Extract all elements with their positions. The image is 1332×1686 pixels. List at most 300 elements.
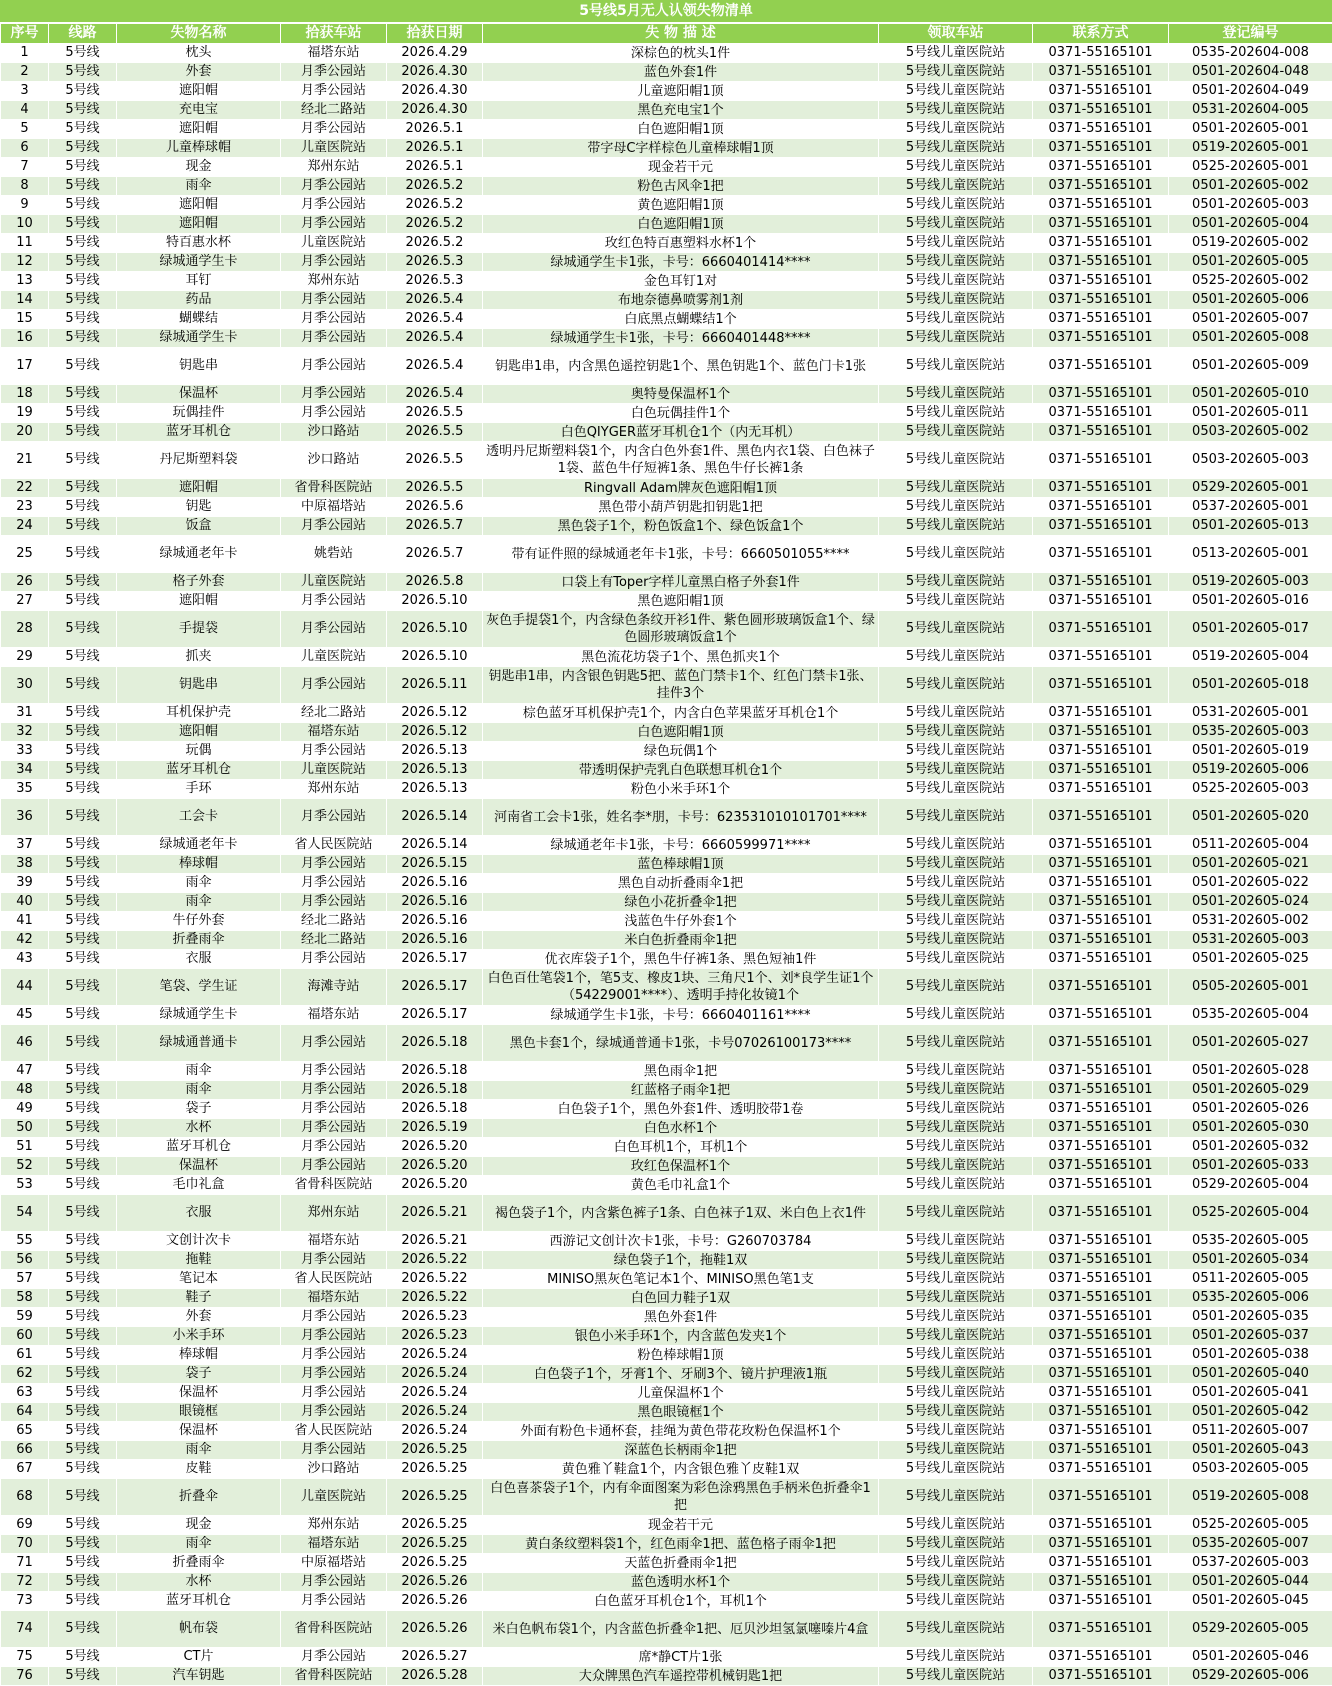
cell-found-date: 2026.5.26 (387, 1592, 483, 1611)
cell-found-station: 省人民医院站 (281, 1270, 387, 1289)
table-row (1, 1006, 1332, 1025)
cell-item-name: 充电宝 (117, 101, 281, 120)
cell-contact: 0371-55165101 (1033, 177, 1169, 196)
cell-found-date: 2026.5.5 (387, 423, 483, 442)
cell-reg-no: 0519-202605-006 (1169, 761, 1332, 780)
cell-claim-station: 5号线儿童医院站 (879, 1100, 1033, 1119)
cell-reg-no: 0529-202605-005 (1169, 1611, 1332, 1648)
cell-description: 黄色雅丫鞋盒1个，内含银色雅丫皮鞋1双 (483, 1460, 879, 1479)
cell-found-date: 2026.5.15 (387, 855, 483, 874)
cell-line: 5号线 (49, 874, 117, 893)
cell-claim-station: 5号线儿童医院站 (879, 855, 1033, 874)
cell-reg-no: 0519-202605-003 (1169, 573, 1332, 592)
cell-claim-station: 5号线儿童医院站 (879, 1554, 1033, 1573)
cell-contact: 0371-55165101 (1033, 63, 1169, 82)
cell-reg-no: 0501-202605-006 (1169, 291, 1332, 310)
cell-item-name: 绿城通学生卡 (117, 329, 281, 348)
cell-reg-no: 0529-202605-006 (1169, 1667, 1332, 1686)
cell-line: 5号线 (49, 836, 117, 855)
cell-reg-no: 0501-202605-019 (1169, 742, 1332, 761)
cell-found-station: 月季公园站 (281, 1648, 387, 1667)
cell-found-station: 月季公园站 (281, 385, 387, 404)
cell-description: 优衣库袋子1个，黑色牛仔裤1条、黑色短袖1件 (483, 950, 879, 969)
cell-reg-no: 0525-202605-001 (1169, 158, 1332, 177)
table-row (1, 931, 1332, 950)
cell-found-station: 月季公园站 (281, 310, 387, 329)
cell-contact: 0371-55165101 (1033, 348, 1169, 385)
cell-contact: 0371-55165101 (1033, 1195, 1169, 1232)
cell-seq: 43 (1, 950, 49, 969)
cell-description: 河南省工会卡1张，姓名李*朋，卡号：623531010101701**** (483, 799, 879, 836)
cell-description: 红蓝格子雨伞1把 (483, 1081, 879, 1100)
cell-line: 5号线 (49, 44, 117, 63)
table-row (1, 1460, 1332, 1479)
cell-item-name: 汽车钥匙 (117, 1667, 281, 1686)
cell-seq: 1 (1, 44, 49, 63)
cell-seq: 15 (1, 310, 49, 329)
cell-contact: 0371-55165101 (1033, 836, 1169, 855)
cell-line: 5号线 (49, 592, 117, 611)
cell-description: MINISO黑灰色笔记本1个、MINISO黑色笔1支 (483, 1270, 879, 1289)
cell-description: 蓝色外套1件 (483, 63, 879, 82)
cell-item-name: 遮阳帽 (117, 479, 281, 498)
cell-line: 5号线 (49, 215, 117, 234)
cell-claim-station: 5号线儿童医院站 (879, 517, 1033, 536)
cell-reg-no: 0535-202605-005 (1169, 1232, 1332, 1251)
cell-found-station: 月季公园站 (281, 1308, 387, 1327)
cell-reg-no: 0531-202605-003 (1169, 931, 1332, 950)
cell-reg-no: 0525-202605-002 (1169, 272, 1332, 291)
cell-reg-no: 0501-202605-043 (1169, 1441, 1332, 1460)
table-row (1, 1289, 1332, 1308)
cell-item-name: 抓夹 (117, 648, 281, 667)
cell-description: 黄白条纹塑料袋1个，红色雨伞1把、蓝色格子雨伞1把 (483, 1535, 879, 1554)
cell-claim-station: 5号线儿童医院站 (879, 1460, 1033, 1479)
cell-seq: 2 (1, 63, 49, 82)
table-row (1, 1403, 1332, 1422)
cell-found-date: 2026.5.13 (387, 761, 483, 780)
cell-reg-no: 0501-202605-009 (1169, 348, 1332, 385)
cell-seq: 50 (1, 1119, 49, 1138)
cell-found-date: 2026.5.28 (387, 1667, 483, 1686)
cell-found-station: 月季公园站 (281, 855, 387, 874)
cell-reg-no: 0503-202605-005 (1169, 1460, 1332, 1479)
cell-contact: 0371-55165101 (1033, 442, 1169, 479)
cell-seq: 10 (1, 215, 49, 234)
cell-found-date: 2026.5.25 (387, 1516, 483, 1535)
cell-line: 5号线 (49, 158, 117, 177)
cell-found-station: 沙口路站 (281, 423, 387, 442)
cell-description: 白色喜茶袋子1个，内有伞面图案为彩色涂鸦黑色手柄米色折叠伞1把 (483, 1479, 879, 1516)
table-row (1, 1516, 1332, 1535)
cell-contact: 0371-55165101 (1033, 1062, 1169, 1081)
cell-found-date: 2026.5.24 (387, 1422, 483, 1441)
cell-item-name: 笔袋、学生证 (117, 969, 281, 1006)
cell-item-name: 遮阳帽 (117, 592, 281, 611)
cell-seq: 44 (1, 969, 49, 1006)
cell-item-name: 遮阳帽 (117, 82, 281, 101)
cell-claim-station: 5号线儿童医院站 (879, 177, 1033, 196)
cell-claim-station: 5号线儿童医院站 (879, 761, 1033, 780)
cell-claim-station: 5号线儿童医院站 (879, 1308, 1033, 1327)
cell-claim-station: 5号线儿童医院站 (879, 1346, 1033, 1365)
cell-found-date: 2026.5.18 (387, 1062, 483, 1081)
cell-contact: 0371-55165101 (1033, 1516, 1169, 1535)
cell-line: 5号线 (49, 442, 117, 479)
cell-claim-station: 5号线儿童医院站 (879, 1384, 1033, 1403)
table-row (1, 1025, 1332, 1062)
cell-item-name: 折叠雨伞 (117, 931, 281, 950)
cell-contact: 0371-55165101 (1033, 1403, 1169, 1422)
cell-reg-no: 0501-202605-002 (1169, 177, 1332, 196)
cell-item-name: 保温杯 (117, 1384, 281, 1403)
cell-line: 5号线 (49, 329, 117, 348)
cell-contact: 0371-55165101 (1033, 1667, 1169, 1686)
cell-seq: 31 (1, 704, 49, 723)
header-col-found-date: 拾获日期 (387, 24, 483, 44)
cell-claim-station: 5号线儿童医院站 (879, 1138, 1033, 1157)
cell-claim-station: 5号线儿童医院站 (879, 874, 1033, 893)
cell-item-name: 现金 (117, 158, 281, 177)
table-row (1, 1062, 1332, 1081)
cell-line: 5号线 (49, 1460, 117, 1479)
table-row (1, 329, 1332, 348)
table-row (1, 1611, 1332, 1648)
cell-seq: 67 (1, 1460, 49, 1479)
cell-claim-station: 5号线儿童医院站 (879, 1648, 1033, 1667)
cell-line: 5号线 (49, 1289, 117, 1308)
cell-seq: 62 (1, 1365, 49, 1384)
cell-line: 5号线 (49, 1403, 117, 1422)
table-row (1, 253, 1332, 272)
cell-item-name: 棒球帽 (117, 1346, 281, 1365)
cell-claim-station: 5号线儿童医院站 (879, 1157, 1033, 1176)
cell-reg-no: 0529-202605-001 (1169, 479, 1332, 498)
cell-contact: 0371-55165101 (1033, 272, 1169, 291)
cell-found-date: 2026.5.1 (387, 158, 483, 177)
cell-item-name: 折叠雨伞 (117, 1554, 281, 1573)
cell-line: 5号线 (49, 1573, 117, 1592)
cell-contact: 0371-55165101 (1033, 1573, 1169, 1592)
cell-claim-station: 5号线儿童医院站 (879, 780, 1033, 799)
cell-reg-no: 0513-202605-001 (1169, 536, 1332, 573)
cell-item-name: 蓝牙耳机仓 (117, 761, 281, 780)
cell-found-date: 2026.5.22 (387, 1289, 483, 1308)
cell-item-name: 格子外套 (117, 573, 281, 592)
cell-reg-no: 0535-202604-008 (1169, 44, 1332, 63)
cell-item-name: 绿城通普通卡 (117, 1025, 281, 1062)
table-row (1, 479, 1332, 498)
cell-claim-station: 5号线儿童医院站 (879, 234, 1033, 253)
cell-claim-station: 5号线儿童医院站 (879, 1289, 1033, 1308)
cell-line: 5号线 (49, 1384, 117, 1403)
cell-description: 大众牌黑色汽车遥控带机械钥匙1把 (483, 1667, 879, 1686)
cell-seq: 8 (1, 177, 49, 196)
cell-reg-no: 0525-202605-005 (1169, 1516, 1332, 1535)
cell-description: 西游记文创计次卡1张，卡号：G260703784 (483, 1232, 879, 1251)
cell-contact: 0371-55165101 (1033, 969, 1169, 1006)
cell-item-name: 枕头 (117, 44, 281, 63)
cell-claim-station: 5号线儿童医院站 (879, 479, 1033, 498)
cell-claim-station: 5号线儿童医院站 (879, 648, 1033, 667)
cell-found-station: 月季公园站 (281, 1025, 387, 1062)
lost-items-table (0, 23, 1332, 1686)
cell-seq: 42 (1, 931, 49, 950)
cell-claim-station: 5号线儿童医院站 (879, 498, 1033, 517)
cell-found-date: 2026.5.17 (387, 1006, 483, 1025)
cell-seq: 61 (1, 1346, 49, 1365)
table-row (1, 215, 1332, 234)
cell-found-date: 2026.5.7 (387, 517, 483, 536)
cell-item-name: 耳机保护壳 (117, 704, 281, 723)
table-row (1, 761, 1332, 780)
cell-seq: 63 (1, 1384, 49, 1403)
cell-line: 5号线 (49, 423, 117, 442)
cell-found-date: 2026.5.23 (387, 1308, 483, 1327)
cell-line: 5号线 (49, 1346, 117, 1365)
cell-found-station: 月季公园站 (281, 1573, 387, 1592)
cell-line: 5号线 (49, 498, 117, 517)
cell-reg-no: 0501-202605-016 (1169, 592, 1332, 611)
cell-found-station: 月季公园站 (281, 742, 387, 761)
table-row (1, 969, 1332, 1006)
cell-found-station: 沙口路站 (281, 1460, 387, 1479)
table-row (1, 1441, 1332, 1460)
cell-contact: 0371-55165101 (1033, 101, 1169, 120)
cell-seq: 11 (1, 234, 49, 253)
cell-contact: 0371-55165101 (1033, 912, 1169, 931)
cell-seq: 26 (1, 573, 49, 592)
table-row (1, 272, 1332, 291)
cell-reg-no: 0511-202605-007 (1169, 1422, 1332, 1441)
cell-seq: 32 (1, 723, 49, 742)
cell-contact: 0371-55165101 (1033, 855, 1169, 874)
table-row (1, 385, 1332, 404)
cell-found-station: 月季公园站 (281, 799, 387, 836)
cell-found-station: 月季公园站 (281, 1138, 387, 1157)
cell-found-station: 经北二路站 (281, 704, 387, 723)
cell-seq: 6 (1, 139, 49, 158)
table-row (1, 592, 1332, 611)
table-row (1, 1100, 1332, 1119)
cell-description: 带有证件照的绿城通老年卡1张，卡号：6660501055**** (483, 536, 879, 573)
cell-item-name: 蝴蝶结 (117, 310, 281, 329)
table-row (1, 1327, 1332, 1346)
cell-reg-no: 0501-202605-029 (1169, 1081, 1332, 1100)
cell-description: 现金若干元 (483, 1516, 879, 1535)
cell-claim-station: 5号线儿童医院站 (879, 912, 1033, 931)
cell-line: 5号线 (49, 611, 117, 648)
cell-seq: 45 (1, 1006, 49, 1025)
cell-line: 5号线 (49, 1119, 117, 1138)
table-row (1, 82, 1332, 101)
cell-item-name: 帆布袋 (117, 1611, 281, 1648)
cell-claim-station: 5号线儿童医院站 (879, 291, 1033, 310)
cell-contact: 0371-55165101 (1033, 1308, 1169, 1327)
cell-item-name: 雨伞 (117, 1062, 281, 1081)
cell-description: 深棕色的枕头1件 (483, 44, 879, 63)
cell-reg-no: 0531-202605-002 (1169, 912, 1332, 931)
cell-found-station: 省骨科医院站 (281, 1667, 387, 1686)
cell-found-station: 月季公园站 (281, 1062, 387, 1081)
cell-seq: 22 (1, 479, 49, 498)
cell-item-name: 保温杯 (117, 1422, 281, 1441)
cell-found-station: 月季公园站 (281, 348, 387, 385)
cell-contact: 0371-55165101 (1033, 704, 1169, 723)
cell-line: 5号线 (49, 479, 117, 498)
cell-claim-station: 5号线儿童医院站 (879, 385, 1033, 404)
table-row (1, 310, 1332, 329)
cell-found-date: 2026.5.5 (387, 479, 483, 498)
cell-item-name: 蓝牙耳机仓 (117, 1138, 281, 1157)
cell-contact: 0371-55165101 (1033, 215, 1169, 234)
cell-contact: 0371-55165101 (1033, 234, 1169, 253)
cell-line: 5号线 (49, 761, 117, 780)
cell-item-name: 保温杯 (117, 385, 281, 404)
cell-reg-no: 0505-202605-001 (1169, 969, 1332, 1006)
cell-seq: 27 (1, 592, 49, 611)
cell-found-station: 沙口路站 (281, 442, 387, 479)
cell-description: 黑色自动折叠雨伞1把 (483, 874, 879, 893)
cell-reg-no: 0501-202605-041 (1169, 1384, 1332, 1403)
cell-contact: 0371-55165101 (1033, 1554, 1169, 1573)
table-row (1, 1365, 1332, 1384)
cell-reg-no: 0501-202605-022 (1169, 874, 1332, 893)
cell-line: 5号线 (49, 723, 117, 742)
cell-seq: 25 (1, 536, 49, 573)
cell-found-date: 2026.5.25 (387, 1479, 483, 1516)
cell-item-name: 丹尼斯塑料袋 (117, 442, 281, 479)
cell-contact: 0371-55165101 (1033, 1479, 1169, 1516)
cell-reg-no: 0501-202605-038 (1169, 1346, 1332, 1365)
cell-found-date: 2026.5.22 (387, 1251, 483, 1270)
cell-seq: 47 (1, 1062, 49, 1081)
cell-contact: 0371-55165101 (1033, 950, 1169, 969)
cell-seq: 40 (1, 893, 49, 912)
cell-line: 5号线 (49, 950, 117, 969)
cell-found-date: 2026.5.25 (387, 1535, 483, 1554)
cell-contact: 0371-55165101 (1033, 1460, 1169, 1479)
table-row (1, 517, 1332, 536)
cell-claim-station: 5号线儿童医院站 (879, 1119, 1033, 1138)
cell-found-station: 省人民医院站 (281, 836, 387, 855)
cell-line: 5号线 (49, 1081, 117, 1100)
cell-found-station: 儿童医院站 (281, 234, 387, 253)
cell-claim-station: 5号线儿童医院站 (879, 348, 1033, 385)
cell-found-station: 月季公园站 (281, 667, 387, 704)
cell-description: 布地奈德鼻喷雾剂1剂 (483, 291, 879, 310)
cell-reg-no: 0537-202605-003 (1169, 1554, 1332, 1573)
cell-seq: 49 (1, 1100, 49, 1119)
cell-claim-station: 5号线儿童医院站 (879, 969, 1033, 1006)
cell-found-date: 2026.4.30 (387, 63, 483, 82)
cell-description: 白色袋子1个，黑色外套1件、透明胶带1卷 (483, 1100, 879, 1119)
cell-found-date: 2026.5.2 (387, 177, 483, 196)
cell-claim-station: 5号线儿童医院站 (879, 329, 1033, 348)
cell-item-name: 笔记本 (117, 1270, 281, 1289)
cell-line: 5号线 (49, 1062, 117, 1081)
table-row (1, 1308, 1332, 1327)
cell-seq: 33 (1, 742, 49, 761)
cell-seq: 12 (1, 253, 49, 272)
cell-found-station: 郑州东站 (281, 1195, 387, 1232)
cell-item-name: 眼镜框 (117, 1403, 281, 1422)
cell-seq: 14 (1, 291, 49, 310)
cell-seq: 24 (1, 517, 49, 536)
cell-description: 钥匙串1串，内含银色钥匙5把、蓝色门禁卡1个、红色门禁卡1张、挂件3个 (483, 667, 879, 704)
cell-description: 白色水杯1个 (483, 1119, 879, 1138)
cell-description: 白色遮阳帽1顶 (483, 723, 879, 742)
cell-claim-station: 5号线儿童医院站 (879, 1270, 1033, 1289)
cell-found-date: 2026.5.25 (387, 1460, 483, 1479)
table-row (1, 1667, 1332, 1686)
cell-line: 5号线 (49, 1611, 117, 1648)
cell-line: 5号线 (49, 291, 117, 310)
cell-contact: 0371-55165101 (1033, 253, 1169, 272)
cell-found-date: 2026.5.16 (387, 912, 483, 931)
cell-contact: 0371-55165101 (1033, 517, 1169, 536)
cell-description: 绿城通学生卡1张，卡号：6660401414**** (483, 253, 879, 272)
cell-seq: 64 (1, 1403, 49, 1422)
cell-description: 奥特曼保温杯1个 (483, 385, 879, 404)
cell-contact: 0371-55165101 (1033, 780, 1169, 799)
cell-seq: 59 (1, 1308, 49, 1327)
cell-item-name: 衣服 (117, 1195, 281, 1232)
cell-description: 棕色蓝牙耳机保护壳1个，内含白色苹果蓝牙耳机仓1个 (483, 704, 879, 723)
cell-item-name: 特百惠水杯 (117, 234, 281, 253)
cell-found-station: 儿童医院站 (281, 1479, 387, 1516)
cell-description: 黑色遮阳帽1顶 (483, 592, 879, 611)
cell-found-date: 2026.5.10 (387, 592, 483, 611)
cell-contact: 0371-55165101 (1033, 1365, 1169, 1384)
cell-claim-station: 5号线儿童医院站 (879, 611, 1033, 648)
cell-reg-no: 0501-202605-033 (1169, 1157, 1332, 1176)
cell-contact: 0371-55165101 (1033, 761, 1169, 780)
table-row (1, 1384, 1332, 1403)
cell-found-date: 2026.5.1 (387, 139, 483, 158)
cell-item-name: 外套 (117, 63, 281, 82)
cell-description: 褐色袋子1个，内含紫色裤子1条、白色袜子1双、米白色上衣1件 (483, 1195, 879, 1232)
cell-reg-no: 0501-202605-040 (1169, 1365, 1332, 1384)
cell-reg-no: 0501-202605-011 (1169, 404, 1332, 423)
cell-claim-station: 5号线儿童医院站 (879, 1062, 1033, 1081)
cell-claim-station: 5号线儿童医院站 (879, 1025, 1033, 1062)
cell-found-date: 2026.4.30 (387, 82, 483, 101)
cell-description: 钥匙串1串，内含黑色遥控钥匙1个、黑色钥匙1个、蓝色门卡1张 (483, 348, 879, 385)
cell-reg-no: 0535-202605-007 (1169, 1535, 1332, 1554)
cell-found-date: 2026.5.24 (387, 1346, 483, 1365)
table-row (1, 1176, 1332, 1195)
cell-item-name: 钥匙 (117, 498, 281, 517)
cell-seq: 76 (1, 1667, 49, 1686)
table-row (1, 611, 1332, 648)
cell-contact: 0371-55165101 (1033, 1081, 1169, 1100)
cell-line: 5号线 (49, 893, 117, 912)
cell-description: 浅蓝色牛仔外套1个 (483, 912, 879, 931)
cell-claim-station: 5号线儿童医院站 (879, 1516, 1033, 1535)
cell-description: 蓝色透明水杯1个 (483, 1573, 879, 1592)
cell-claim-station: 5号线儿童医院站 (879, 1006, 1033, 1025)
cell-seq: 13 (1, 272, 49, 291)
header-col-contact: 联系方式 (1033, 24, 1169, 44)
cell-description: 白色袋子1个，牙膏1个、牙刷3个、镜片护理液1瓶 (483, 1365, 879, 1384)
cell-reg-no: 0525-202605-003 (1169, 780, 1332, 799)
cell-reg-no: 0531-202605-001 (1169, 704, 1332, 723)
cell-line: 5号线 (49, 780, 117, 799)
cell-line: 5号线 (49, 139, 117, 158)
cell-description: 粉色棒球帽1顶 (483, 1346, 879, 1365)
cell-claim-station: 5号线儿童医院站 (879, 1176, 1033, 1195)
